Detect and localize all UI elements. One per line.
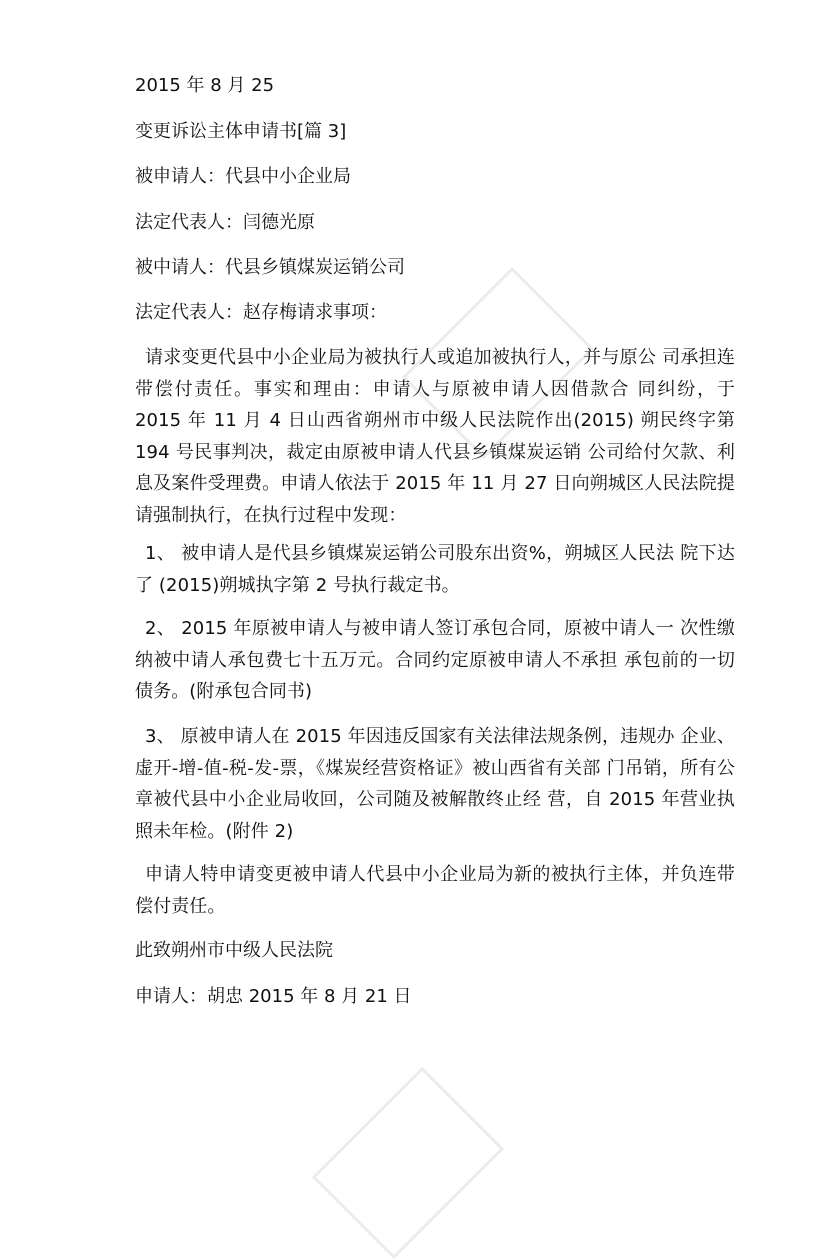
signature-line: 申请人：胡忠 2015 年 8 月 21 日 xyxy=(135,986,412,1007)
closing-paragraph: 申请人特申请变更被申请人代县中小企业局为新的被执行主体，并负连带偿付责任。 xyxy=(135,864,735,917)
legal-representative-2: 法定代表人：赵存梅请求事项： xyxy=(135,302,387,323)
item-2: 2、 2015 年原被申请人与被申请人签订承包合同，原被中请人一 次性缴纳被中请人承包费七十五万元。合同约定原被申请人不承担 承包前的一切债务。(附承包合同书) xyxy=(135,618,735,702)
addressee: 此致朔州市中级人民法院 xyxy=(135,940,333,961)
watermark-shape xyxy=(312,1067,504,1259)
document-title: 变更诉讼主体申请书[篇 3] xyxy=(135,121,347,142)
request-paragraph: 请求变更代县中小企业局为被执行人或追加被执行人，并与原公 司承担连带偿付责任。事实和理由：申请人与原被申请人因借款合 同纠纷，于 2015 年 11 月 4 日山西省朔州市中级人民法院作出(2015) 朔民终字第 194 号民事判决，裁定由原被申请人代县乡镇煤炭运销 公司给付欠款、利息及案件受理费。申请人依法于 2015 年 11 月 27 日向朔城区人民法院提请强制执行，在执行过程中发现： xyxy=(135,347,735,526)
respondent-1: 被申请人：代县中小企业局 xyxy=(135,166,351,187)
respondent-2: 被中请人：代县乡镇煤炭运销公司 xyxy=(135,257,405,278)
date-line: 2015 年 8 月 25 xyxy=(135,75,275,96)
legal-representative-1: 法定代表人：闫德光原 xyxy=(135,212,315,233)
item-1: 1、 被申请人是代县乡镇煤炭运销公司股东出资%，朔城区人民法 院下达了 (2015)朔城执字第 2 号执行裁定书。 xyxy=(135,543,735,596)
item-3: 3、 原被申请人在 2015 年因违反国家有关法律法规条例，违规办 企业、虚开-增-值-税-发-票，《煤炭经营资格证》被山西省有关部 门吊销，所有公章被代县中小企业局收回，公司随及被解散终止经 营，自 2015 年营业执照未年检。(附件 2) xyxy=(135,726,735,842)
